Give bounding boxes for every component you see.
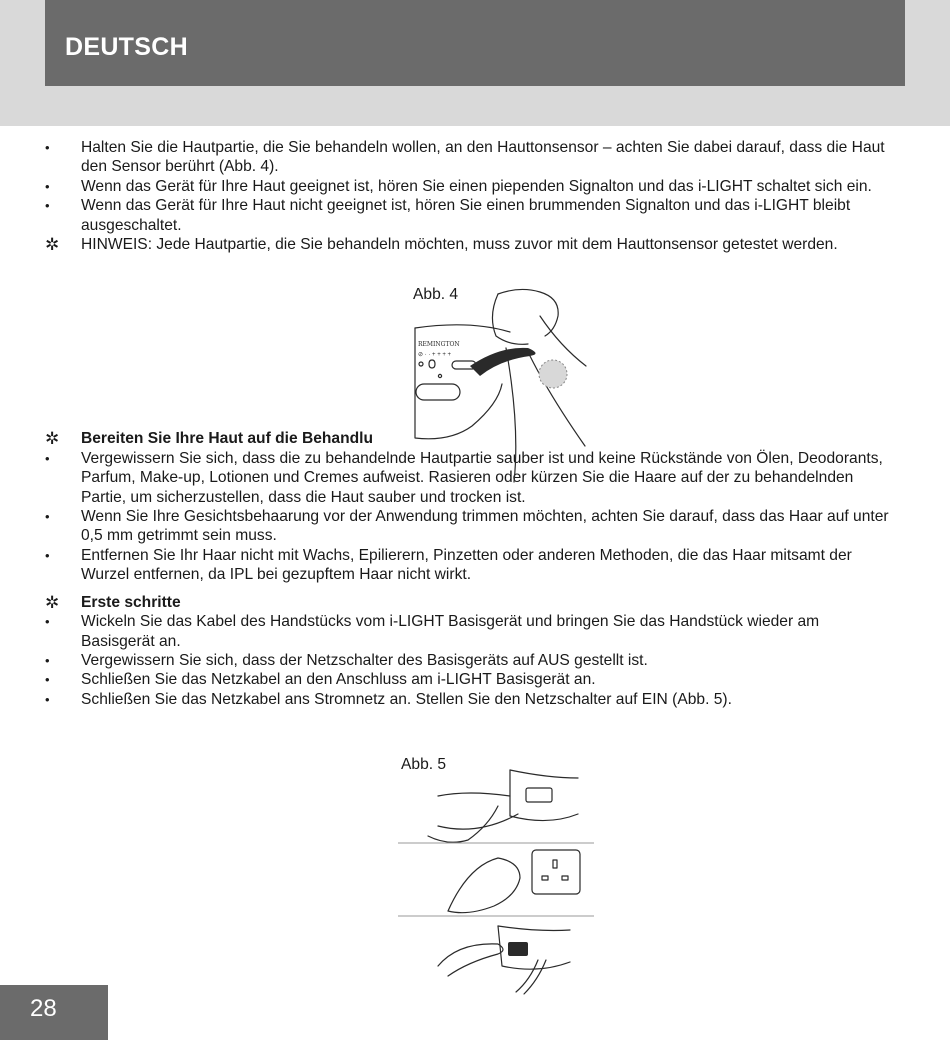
wall-socket [532,850,580,894]
list-item [45,177,895,196]
list-item [45,507,895,546]
list-item [45,612,895,651]
device-outline [415,325,510,332]
list-item [45,670,895,689]
list-item [45,690,895,709]
list-item-text: Vergewissern Sie sich, dass der Netzschalter des Basisgeräts auf AUS gestellt ist. [81,651,648,669]
list-item-text: Vergewissern Sie sich, dass die zu behandelnde Hautpartie sauber ist und keine Rückstände von Ölen, Deodorants, Parfum, Make-up, Lotionen und Cremes aufweist. Rasieren oder kürzen Sie die Haare auf der zu behandelnden Partie, um sicherzustellen, dass die Haut sauber und trocken ist. [81,449,883,506]
handpiece-cable [470,348,536,376]
bullet-marker: • [45,198,50,214]
cord-line [516,960,538,992]
list-item-text: Schließen Sie das Netzkabel an den Anschluss am i-LIGHT Basisgerät an. [81,671,596,689]
cord-line [428,806,498,842]
page-number: 28 [30,995,57,1022]
bullet-marker: • [45,140,50,155]
list-item-text: Halten Sie die Hautpartie, die Sie behandeln wollen, an den Hauttonsensor – achten Sie dabei darauf, dass die Haut den Sensor berührt (Abb. 4). [81,139,885,176]
base-outline [510,770,578,778]
skin-sensor-spot [539,360,567,388]
heading-star-icon: ✲ [45,592,60,612]
page-number-box [0,985,108,1040]
list-item-text: Wenn Sie Ihre Gesichtsbehaarung vor der Anwendung trimmen möchten, achten Sie darauf, dass das Haar auf unter 0,5 mm getrimmt sein muss. [81,508,889,545]
arm-outline [506,348,516,482]
base-socket [526,788,552,802]
hand-outline [438,793,510,796]
bullet-marker: • [45,509,50,525]
list-item [45,651,895,670]
list-item-text: Entfernen Sie Ihr Haar nicht mit Wachs, Epilierern, Pinzetten oder anderen Methoden, die das Haar mitsamt der Wurzel entfernen, da IPL bei gezupftem Haar nicht wirkt. [81,546,852,584]
svg-text:⊘ · · + + + +: ⊘ · · + + + + [418,352,452,358]
list-item [45,196,895,235]
cord-line [524,960,546,994]
section-heading-text: Bereiten Sie Ihre Haut auf die Behandlu [81,430,374,448]
section-heading-text: Erste schritte [81,593,181,611]
bullet-marker: • [45,672,50,688]
hand-outline [438,944,503,976]
note-item [45,235,895,254]
base-outline [498,926,570,931]
list-item-text: Wenn das Gerät für Ihre Haut nicht geeignet ist, hören Sie einen brummenden Signalton und das i-LIGHT bleibt ausgeschaltet. [81,197,851,234]
power-switch [508,942,528,956]
list-item-text: Schließen Sie das Netzkabel ans Stromnetz an. Stellen Sie den Netzschalter auf EIN (Abb. 5). [81,690,732,708]
figure-4-skin-sensor-illustration [410,286,600,486]
language-header [45,0,905,86]
device-window [416,384,460,400]
hand-outline [438,814,518,829]
hand-outline [448,858,520,913]
bullet-marker: • [45,547,50,563]
fist-outline [492,294,528,344]
list-item [45,138,895,177]
bullet-marker: • [45,450,50,466]
figure-5-power-connection-illustration [398,766,594,996]
bullet-marker: • [45,178,50,194]
bullet-marker: • [45,691,50,707]
bullet-marker: • [45,652,50,668]
heading-star-icon: ✲ [45,429,60,449]
note-star-icon: ✲ [45,235,60,255]
arm-outline [540,316,586,366]
figure-4-label: Abb. 4 [413,286,459,303]
list-item [45,546,895,585]
language-title: DEUTSCH [65,33,188,61]
list-item-text: Wenn das Gerät für Ihre Haut geeignet ist, hören Sie einen piependen Signalton und das i-LIGHT schaltet sich ein. [81,177,872,195]
figure-5-label: Abb. 5 [401,756,447,773]
list-item-text: Wickeln Sie das Kabel des Handstücks vom i-LIGHT Basisgerät und bringen Sie das Handstück wieder am Basisgerät an. [81,613,820,650]
note-text: HINWEIS: Jede Hautpartie, die Sie behandeln möchten, muss zuvor mit dem Hauttonsensor getestet werden. [81,236,838,254]
section-heading [45,593,895,612]
bullet-marker: • [45,614,50,630]
device-brand: REMINGTON [418,341,460,348]
